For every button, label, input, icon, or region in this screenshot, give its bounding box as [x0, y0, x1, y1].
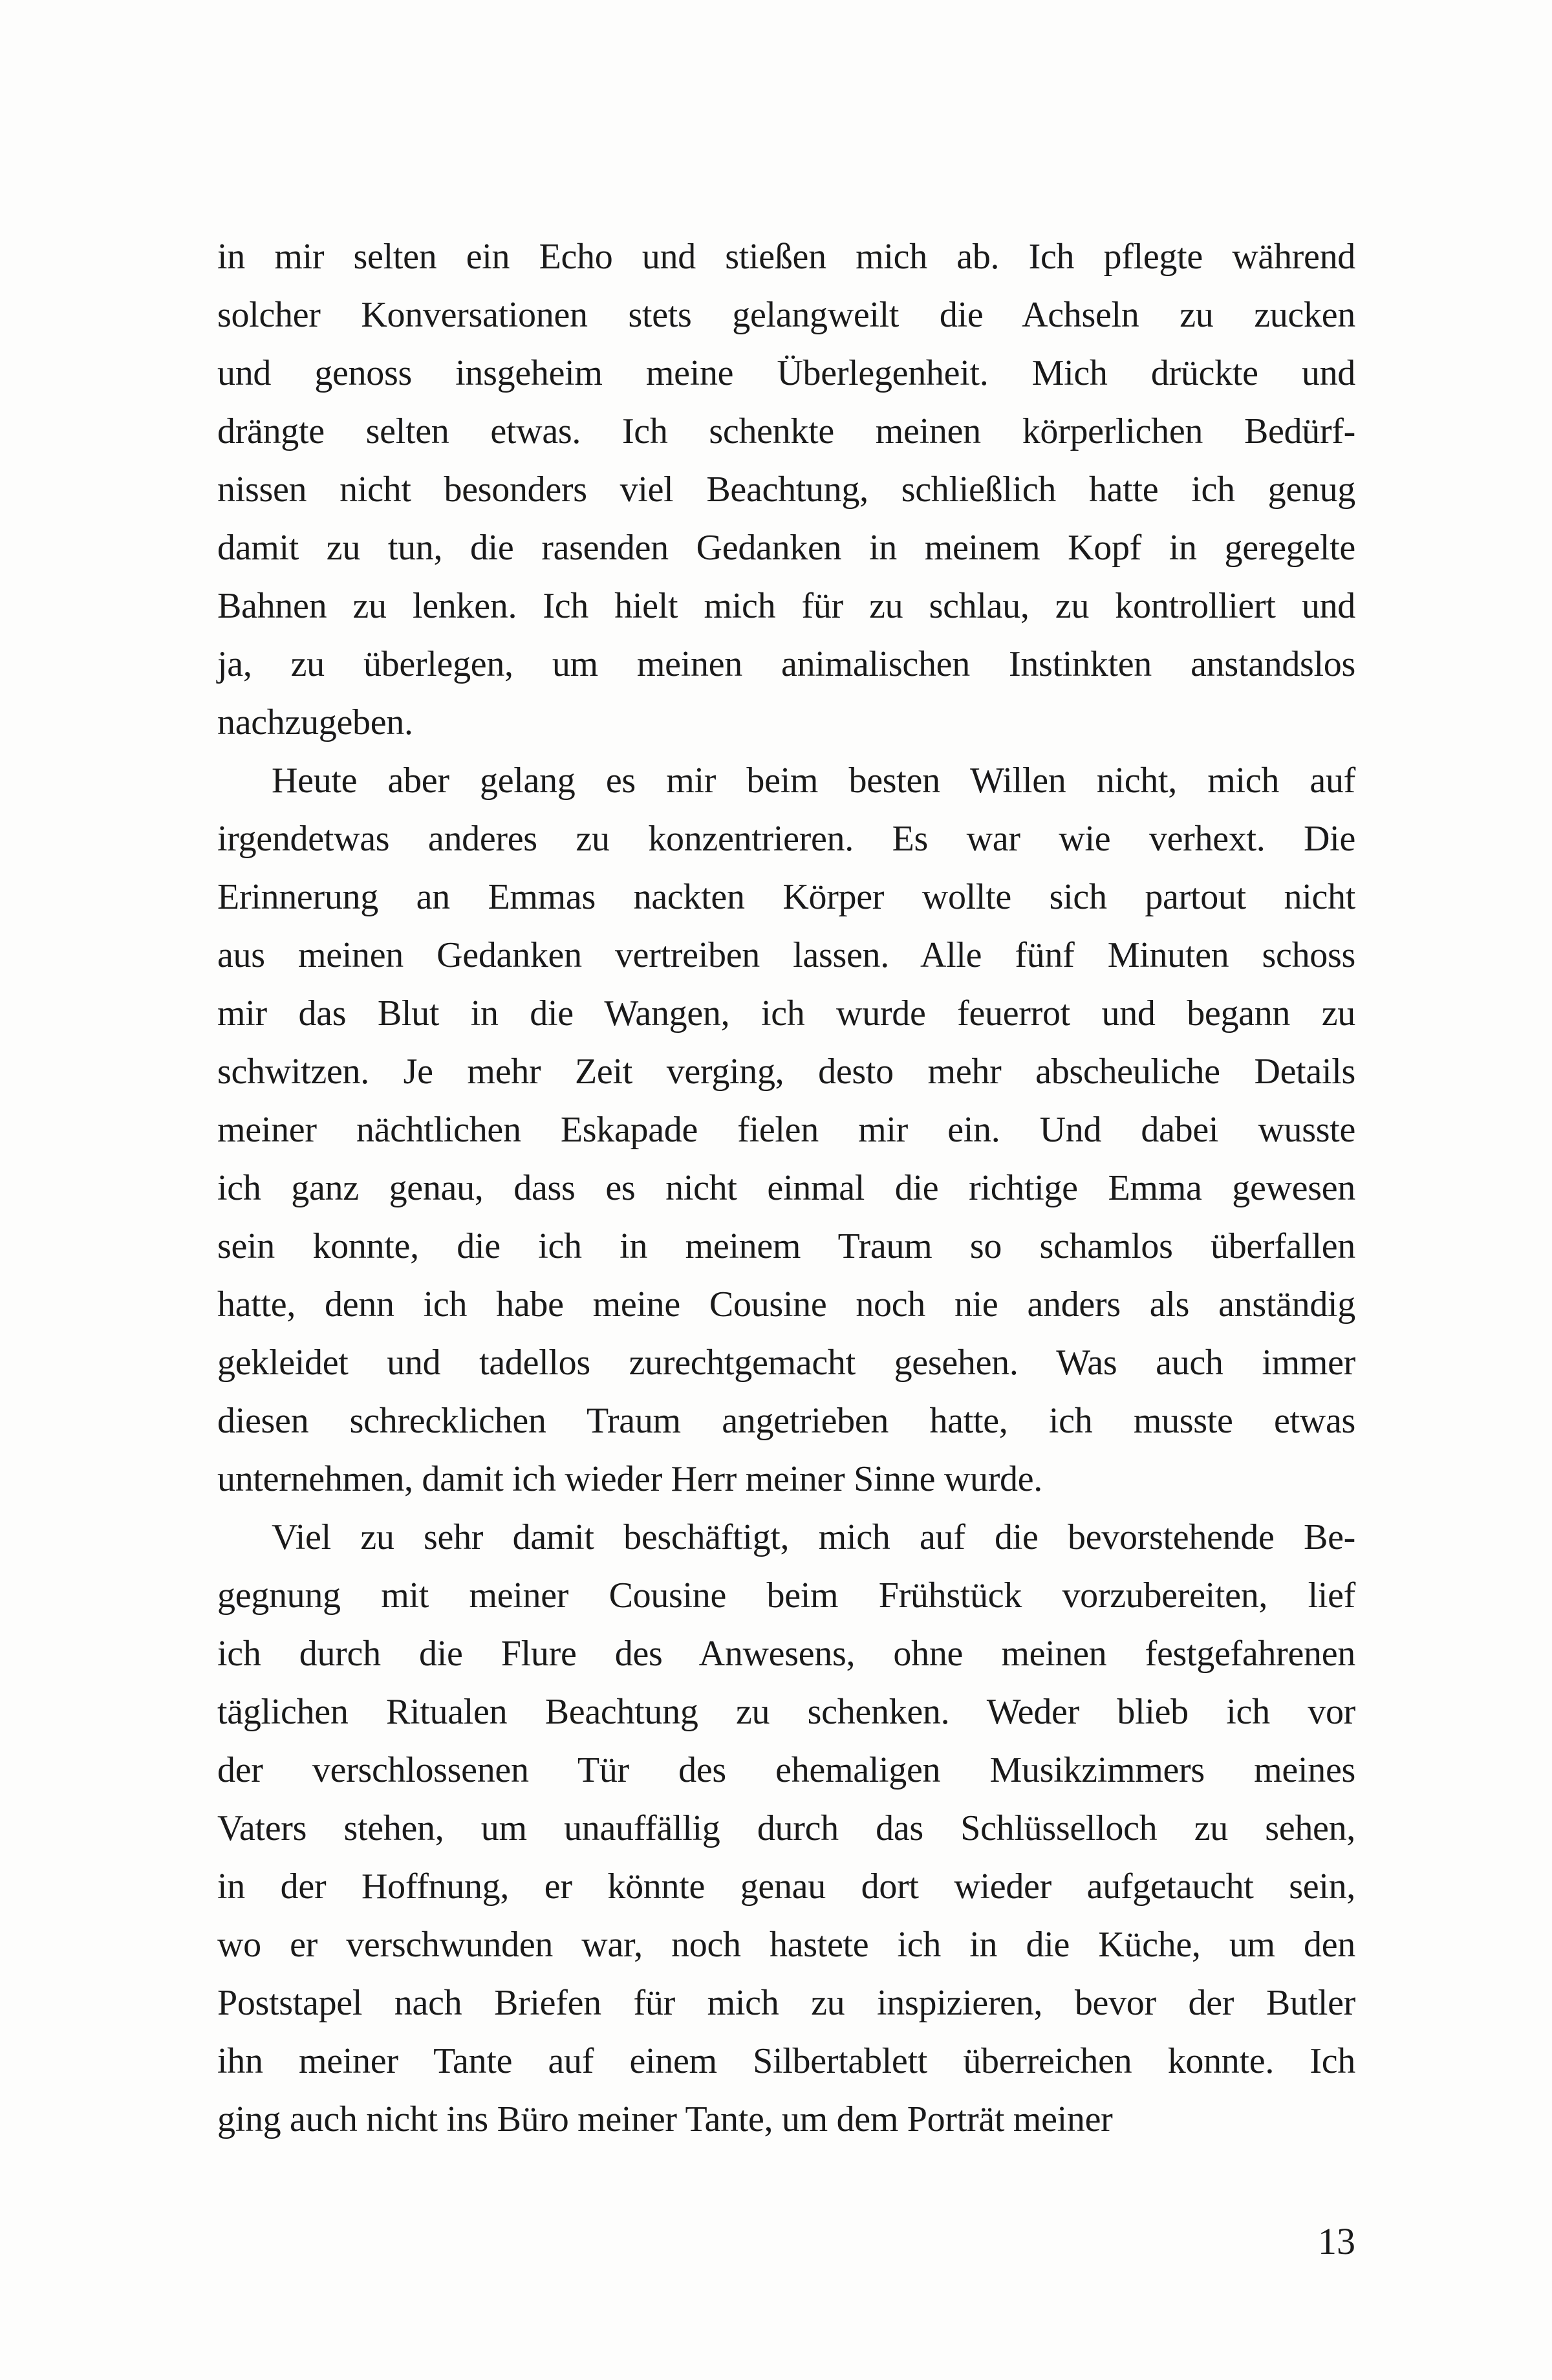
text-line: in mir selten ein Echo und stießen mich ab. Ich pflegte während — [217, 237, 1355, 277]
text-line: damit zu tun, die rasenden Gedanken in meinem Kopf in geregelte — [217, 528, 1355, 568]
text-line: ich ganz genau, dass es nicht einmal die richtige Emma gewesen — [217, 1168, 1355, 1208]
text-line: hatte, denn ich habe meine Cousine noch nie anders als anständig — [217, 1284, 1355, 1325]
text-line: nachzugeben. — [217, 702, 413, 742]
text-line: ich durch die Flure des Anwesens, ohne meinen festgefahrenen — [217, 1634, 1355, 1674]
text-line: ging auch nicht ins Büro meiner Tante, um dem Porträt meiner — [217, 2099, 1113, 2139]
text-line: Heute aber gelang es mir beim besten Willen nicht, mich auf — [272, 761, 1355, 801]
text-line: unternehmen, damit ich wieder Herr meiner Sinne wurde. — [217, 1459, 1043, 1499]
text-line: sein konnte, die ich in meinem Traum so schamlos überfallen — [217, 1226, 1355, 1266]
text-line: der verschlossenen Tür des ehemaligen Musikzimmers meines — [217, 1750, 1355, 1790]
text-line: irgendetwas anderes zu konzentrieren. Es war wie verhext. Die — [217, 819, 1355, 859]
text-line: Erinnerung an Emmas nackten Körper wollte sich partout nicht — [217, 877, 1355, 917]
paragraph — [217, 1508, 1355, 2148]
text-block — [217, 228, 1355, 2148]
text-line: gekleidet und tadellos zurechtgemacht gesehen. Was auch immer — [217, 1343, 1355, 1383]
text-line: solcher Konversationen stets gelangweilt die Achseln zu zucken — [217, 295, 1355, 335]
text-line: Viel zu sehr damit beschäftigt, mich auf die bevorstehende Be- — [272, 1517, 1355, 1557]
text-line: mir das Blut in die Wangen, ich wurde feuerrot und begann zu — [217, 993, 1355, 1033]
text-line: täglichen Ritualen Beachtung zu schenken. Weder blieb ich vor — [217, 1692, 1355, 1732]
text-line: Bahnen zu lenken. Ich hielt mich für zu schlau, zu kontrolliert und — [217, 586, 1355, 626]
text-line: Vaters stehen, um unauffällig durch das Schlüsselloch zu sehen, — [217, 1808, 1355, 1848]
text-line: aus meinen Gedanken vertreiben lassen. Alle fünf Minuten schoss — [217, 935, 1355, 975]
text-line: diesen schrecklichen Traum angetrieben hatte, ich musste etwas — [217, 1401, 1355, 1441]
text-line: ihn meiner Tante auf einem Silbertablett überreichen konnte. Ich — [217, 2041, 1355, 2081]
text-line: in der Hoffnung, er könnte genau dort wieder aufgetaucht sein, — [217, 1866, 1355, 1907]
text-line: wo er verschwunden war, noch hastete ich in die Küche, um den — [217, 1925, 1355, 1965]
paragraph — [217, 752, 1355, 1508]
text-line: schwitzen. Je mehr Zeit verging, desto mehr abscheuliche Details — [217, 1052, 1355, 1092]
text-line: meiner nächtlichen Eskapade fielen mir ein. Und dabei wusste — [217, 1110, 1355, 1150]
page-number: 13 — [1318, 2220, 1355, 2262]
text-line: nissen nicht besonders viel Beachtung, schließlich hatte ich genug — [217, 470, 1355, 510]
paragraph — [217, 228, 1355, 752]
text-line: drängte selten etwas. Ich schenkte meinen körperlichen Bedürf- — [217, 411, 1355, 451]
text-line: ja, zu überlegen, um meinen animalischen Instinkten anstandslos — [217, 644, 1355, 684]
text-line: und genoss insgeheim meine Überlegenheit. Mich drückte und — [217, 353, 1355, 393]
text-line: gegnung mit meiner Cousine beim Frühstück vorzubereiten, lief — [217, 1575, 1355, 1616]
text-line: Poststapel nach Briefen für mich zu inspizieren, bevor der Butler — [217, 1983, 1355, 2023]
